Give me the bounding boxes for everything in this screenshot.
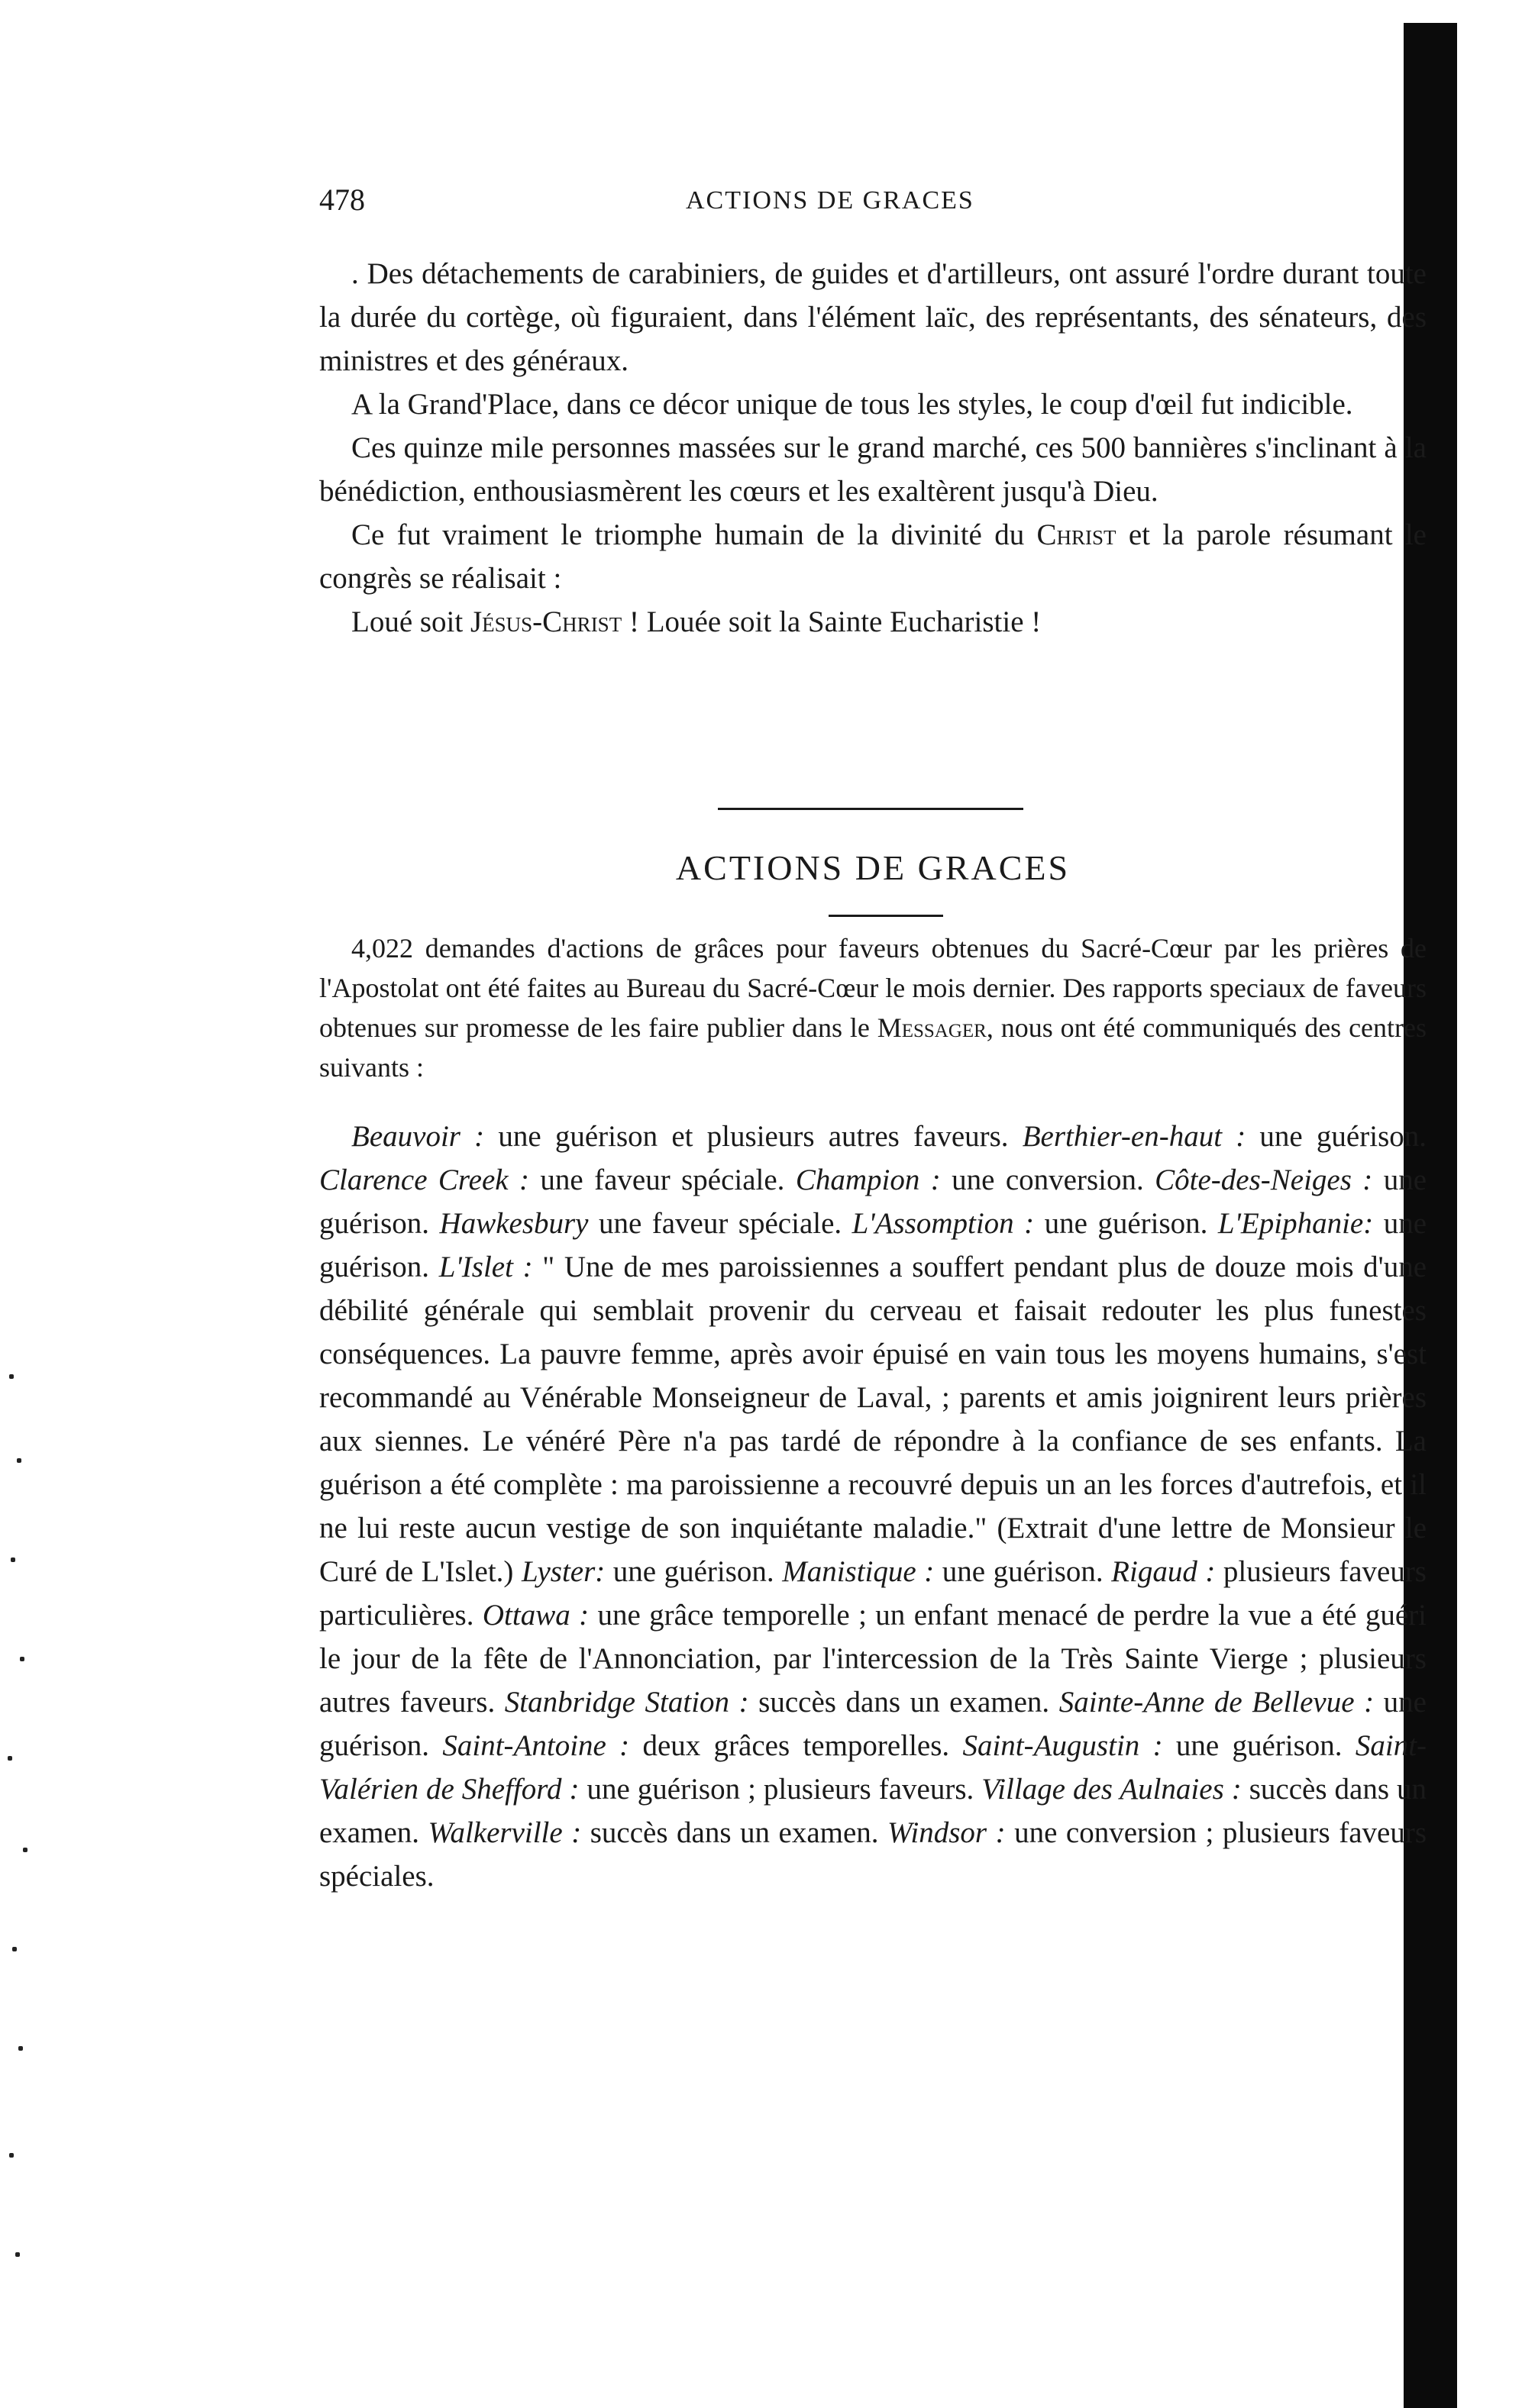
- report-place: Manistique :: [782, 1555, 935, 1588]
- report-text: une faveur spéciale.: [588, 1207, 852, 1240]
- paragraph-grand-place: A la Grand'Place, dans ce décor unique de tous les styles, le coup d'œil fut indicible.: [351, 388, 1353, 421]
- paragraph-triumph: [319, 513, 1427, 600]
- reports-paragraph: [319, 1115, 1427, 1898]
- report-place: L'Islet :: [438, 1251, 533, 1283]
- report-text: une guérison.: [934, 1555, 1112, 1588]
- messager-word: Messager: [877, 1012, 987, 1043]
- report-place: Saint-Valérien de Shefford :: [319, 1729, 1427, 1806]
- report-place: Beauvoir :: [351, 1120, 485, 1153]
- report-text: " Une de mes paroissiennes a souffert pendant plus de douze mois d'une débilité générale qui semblait provenir du cerveau et faisait redouter les plus funestes conséquences. La pauvre femme, après avoir épuisé en vain tous les moyens humains, s'est recommandé au Vénérable Monseigneur de Laval, ; parents et amis joignirent leurs prières aux siennes. Le vénéré Père n'a pas tardé de répondre à la confiance de ses enfants. La guérison a été complète : ma paroissienne a recouvré depuis un an les forces d'autrefois, et il ne lui reste aucun vestige de son inquiétante maladie." (Extrait d'une lettre de Monsieur le Curé de L'Islet.): [319, 1251, 1427, 1588]
- intro-paragraph: [319, 928, 1427, 1087]
- report-place: Saint-Antoine :: [442, 1729, 630, 1762]
- intro-before: 4,022 demandes d'actions de grâces pour faveurs obtenues du Sacré-Cœur par les prières de l'Apostolat ont été faites au Bureau du Sacré-Cœur le mois dernier. Des rapports speciaux de faveurs obtenues sur promesse de les faire publier dans le: [319, 933, 1427, 1043]
- margin-specks: [0, 1298, 46, 2367]
- report-text: une guérison.: [319, 1164, 1427, 1240]
- report-place: Côte-des-Neiges :: [1155, 1164, 1373, 1196]
- paragraph-banners: Ces quinze mile personnes massées sur le grand marché, ces 500 bannières s'inclinant à la bénédiction, enthousiasmèrent les cœurs et les exaltèrent jusqu'à Dieu.: [319, 431, 1427, 508]
- acclamation-after: ! Louée soit la Sainte Eucharistie !: [622, 605, 1042, 638]
- report-text: une guérison.: [319, 1686, 1427, 1762]
- report-text: une grâce temporelle ; un enfant menacé de perdre la vue a été guéri le jour de la fête de l'Annonciation, par l'intercession de la Très Sainte Vierge ; plusieurs autres faveurs.: [319, 1599, 1427, 1719]
- section-title: ACTIONS DE GRACES: [675, 848, 1071, 887]
- report-text: une guérison.: [605, 1555, 783, 1588]
- report-place: L'Epiphanie:: [1217, 1207, 1374, 1240]
- report-place: Ottawa :: [482, 1599, 590, 1632]
- report-place: Hawkesbury: [439, 1207, 589, 1240]
- report-place: Sainte-Anne de Bellevue :: [1058, 1686, 1375, 1719]
- report-text: une guérison.: [1246, 1120, 1427, 1153]
- report-place: Clarence Creek :: [319, 1164, 529, 1196]
- report-place: Saint-Augustin :: [962, 1729, 1163, 1762]
- page-header: [319, 182, 1427, 228]
- section-divider: [718, 808, 1023, 810]
- intro-after: , nous ont été communiqués des centres suivants :: [319, 1012, 1427, 1083]
- report-text: une conversion ; plusieurs faveurs spéciales.: [319, 1816, 1427, 1893]
- report-place: Walkerville :: [428, 1816, 582, 1849]
- report-text: succès dans un examen.: [581, 1816, 888, 1849]
- jesus-christ-word: Jésus-Christ: [470, 605, 622, 638]
- report-text: une guérison et plusieurs autres faveurs.: [484, 1120, 1023, 1153]
- report-text: une faveur spéciale.: [528, 1164, 796, 1196]
- reports-block: [319, 1115, 1427, 1898]
- triumph-text-before: Ce fut vraiment le triomphe humain de la divinité du: [351, 518, 1037, 551]
- report-place: Rigaud :: [1111, 1555, 1216, 1588]
- report-place: Village des Aulnaies :: [981, 1773, 1242, 1806]
- top-text-block: [319, 252, 1427, 644]
- report-place: Windsor :: [887, 1816, 1006, 1849]
- page-number: 478: [319, 182, 365, 217]
- report-place: Lyster:: [521, 1555, 606, 1588]
- report-text: deux grâces temporelles.: [629, 1729, 963, 1762]
- christ-word: Christ: [1036, 518, 1116, 551]
- report-place: Champion :: [795, 1164, 941, 1196]
- report-text: une guérison.: [1034, 1207, 1218, 1240]
- report-text: succès dans un examen.: [748, 1686, 1059, 1719]
- title-underline: [829, 915, 943, 917]
- report-text: une guérison.: [319, 1207, 1427, 1283]
- section-intro: [319, 928, 1427, 1087]
- report-place: Berthier-en-haut :: [1022, 1120, 1246, 1153]
- paragraph-acclamation: [319, 600, 1427, 644]
- paragraph-cortege: . Des détachements de carabiniers, de guides et d'artilleurs, ont assuré l'ordre durant toute la durée du cortège, où figuraient, dans l'élément laïc, des représentants, des sénateurs, des ministres et des généraux.: [319, 257, 1427, 377]
- report-text: une conversion.: [940, 1164, 1155, 1196]
- report-text: une guérison ; plusieurs faveurs.: [579, 1773, 982, 1806]
- triumph-text-after: et la parole résumant le congrès se réalisait :: [319, 518, 1427, 595]
- report-place: Stanbridge Station :: [504, 1686, 749, 1719]
- report-text: une guérison.: [1162, 1729, 1356, 1762]
- acclamation-before: Loué soit: [351, 605, 470, 638]
- report-text: plusieurs faveurs particulières.: [319, 1555, 1427, 1632]
- report-text: succès dans un examen.: [319, 1773, 1427, 1849]
- report-place: L'Assomption :: [851, 1207, 1035, 1240]
- running-title: ACTIONS DE GRACES: [686, 186, 974, 215]
